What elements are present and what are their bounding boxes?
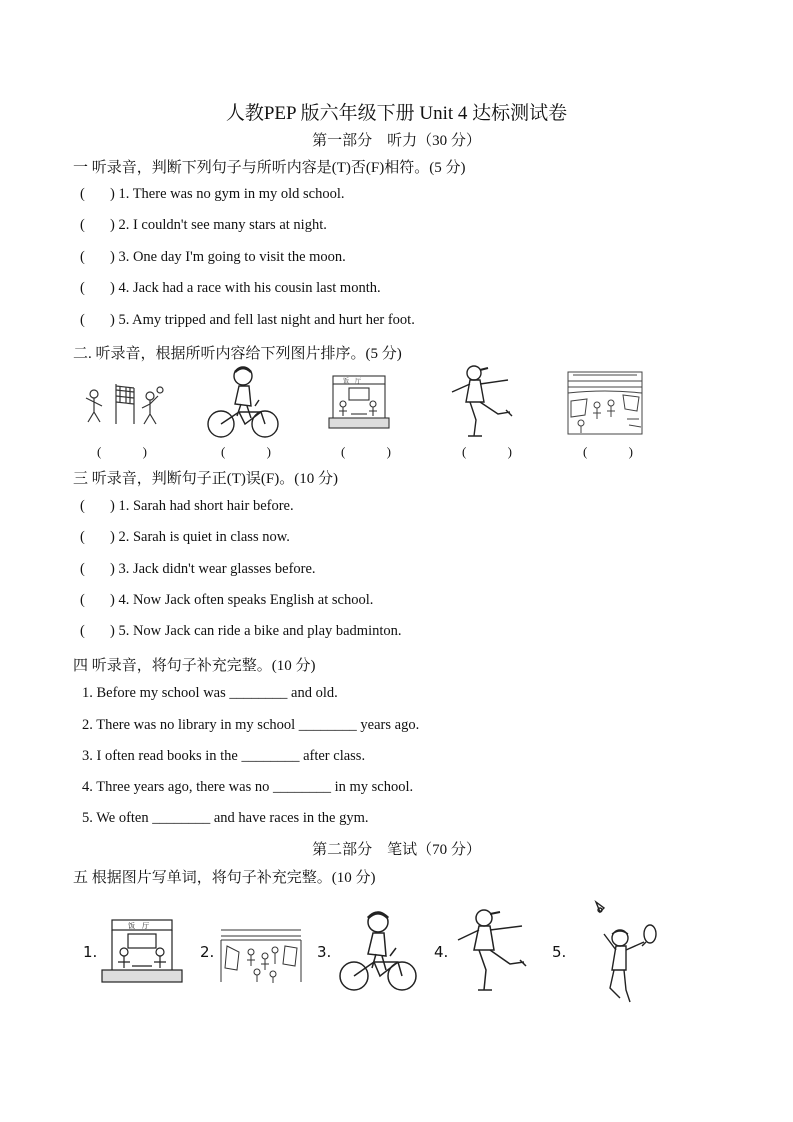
girl-skating-picture: [446, 364, 514, 440]
section-five-heading: 五 根据图片写单词，将句子补充完整。(10 分): [73, 870, 376, 886]
question-row: () 1. There was no gym in my old school.: [80, 186, 345, 203]
answer-bracket[interactable]: ( ): [583, 444, 633, 459]
question-row: () 4. Jack had a race with his cousin last month.: [80, 280, 381, 297]
section-two-heading: 二. 听录音，根据所听内容给下列图片排序。(5 分): [73, 346, 402, 362]
answer-bracket[interactable]: ( ): [221, 444, 271, 459]
school-gym-picture: [567, 371, 643, 435]
question-row: () 2. Sarah is quiet in class now.: [80, 529, 290, 546]
girl-playing-badminton-picture: [586, 898, 662, 1006]
fill-blank-item: 3. I often read books in the ________ after class.: [82, 748, 366, 764]
svg-text:饭 厅: 饭 厅: [128, 922, 149, 930]
fill-blank-item: 1. Before my school was ________ and old.: [82, 685, 338, 701]
girl-riding-bike-picture: [205, 364, 281, 442]
section-four-heading: 四 听录音，将句子补充完整。(10 分): [73, 658, 316, 674]
picture-number: 3.: [317, 943, 332, 961]
answer-bracket[interactable]: ( ): [341, 444, 391, 459]
school-gym-picture: [219, 926, 303, 984]
answer-bracket[interactable]: ( ): [97, 444, 147, 459]
picture-number: 5.: [552, 943, 567, 961]
picture-number: 4.: [434, 943, 449, 961]
part-two-heading: 第二部分 笔试（70 分）: [312, 842, 481, 858]
question-row: () 5. Amy tripped and fell last night and hurt her foot.: [80, 312, 415, 329]
answer-bracket[interactable]: ( ): [462, 444, 512, 459]
section-three-heading: 三 听录音，判断句子正(T)误(F)。(10 分): [73, 471, 338, 487]
page-title: 人教PEP 版六年级下册 Unit 4 达标测试卷: [225, 103, 568, 124]
badminton-players-picture: [80, 378, 166, 428]
picture-number: 1.: [83, 943, 98, 961]
dining-hall-picture: [100, 918, 184, 984]
fill-blank-item: 5. We often ________ and have races in the gym.: [82, 810, 369, 826]
svg-text:饭 厅: 饭 厅: [343, 378, 362, 385]
question-row: () 3. Jack didn't wear glasses before.: [80, 561, 316, 578]
question-row: () 3. One day I'm going to visit the moon.: [80, 249, 346, 266]
fill-blank-item: 2. There was no library in my school ________ years ago.: [82, 717, 420, 733]
question-row: () 4. Now Jack often speaks English at school.: [80, 592, 373, 609]
picture-number: 2.: [200, 943, 215, 961]
section-one-heading: 一 听录音，判断下列句子与所听内容是(T)否(F)相符。(5 分): [73, 160, 466, 176]
girl-riding-bike-picture: [338, 908, 418, 994]
girl-skating-picture: [452, 908, 528, 994]
question-row: () 5. Now Jack can ride a bike and play badminton.: [80, 623, 402, 640]
dining-hall-picture: [327, 374, 391, 430]
question-row: () 1. Sarah had short hair before.: [80, 498, 294, 515]
fill-blank-item: 4. Three years ago, there was no ________ in my school.: [82, 779, 414, 795]
part-one-heading: 第一部分 听力（30 分）: [312, 133, 481, 149]
question-row: () 2. I couldn't see many stars at night.: [80, 217, 327, 234]
